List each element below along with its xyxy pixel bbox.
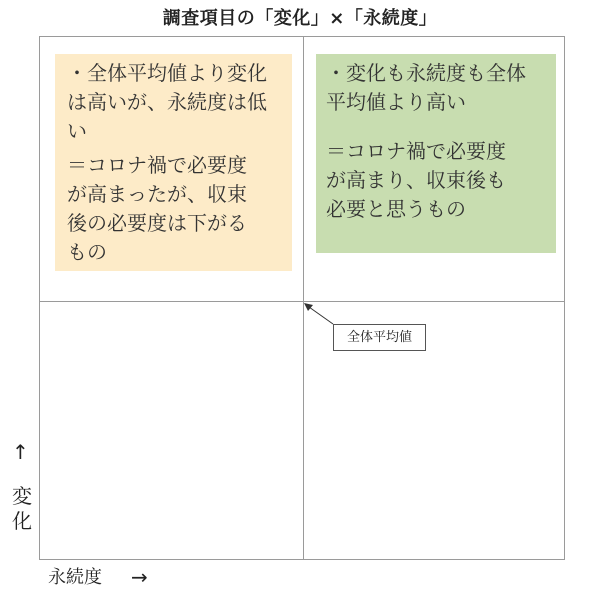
right-arrow-icon: → [131,565,148,589]
y-axis-label [10,484,34,534]
quadrant-description: ・全体平均値より変化 は高いが、永続度は低 い [67,61,267,143]
x-axis-label: 永続度 [48,567,102,588]
overall-average-callout: 全体平均値 [333,324,426,351]
up-arrow-icon: ↑ [12,440,29,464]
diagram-title: 調査項目の「変化」×「永続度」 [162,8,438,29]
quadrant-interpretation: ＝コロナ禍で必要度 が高まったが、収束 後の必要度は下がる もの [67,153,247,264]
quadrant-interpretation: ＝コロナ禍で必要度 が高まり、収束後も 必要と思うもの [326,139,506,221]
quadrant-description: ・変化も永続度も全体 平均値より高い [326,61,526,114]
y-axis-text: 変 化 [12,484,32,533]
